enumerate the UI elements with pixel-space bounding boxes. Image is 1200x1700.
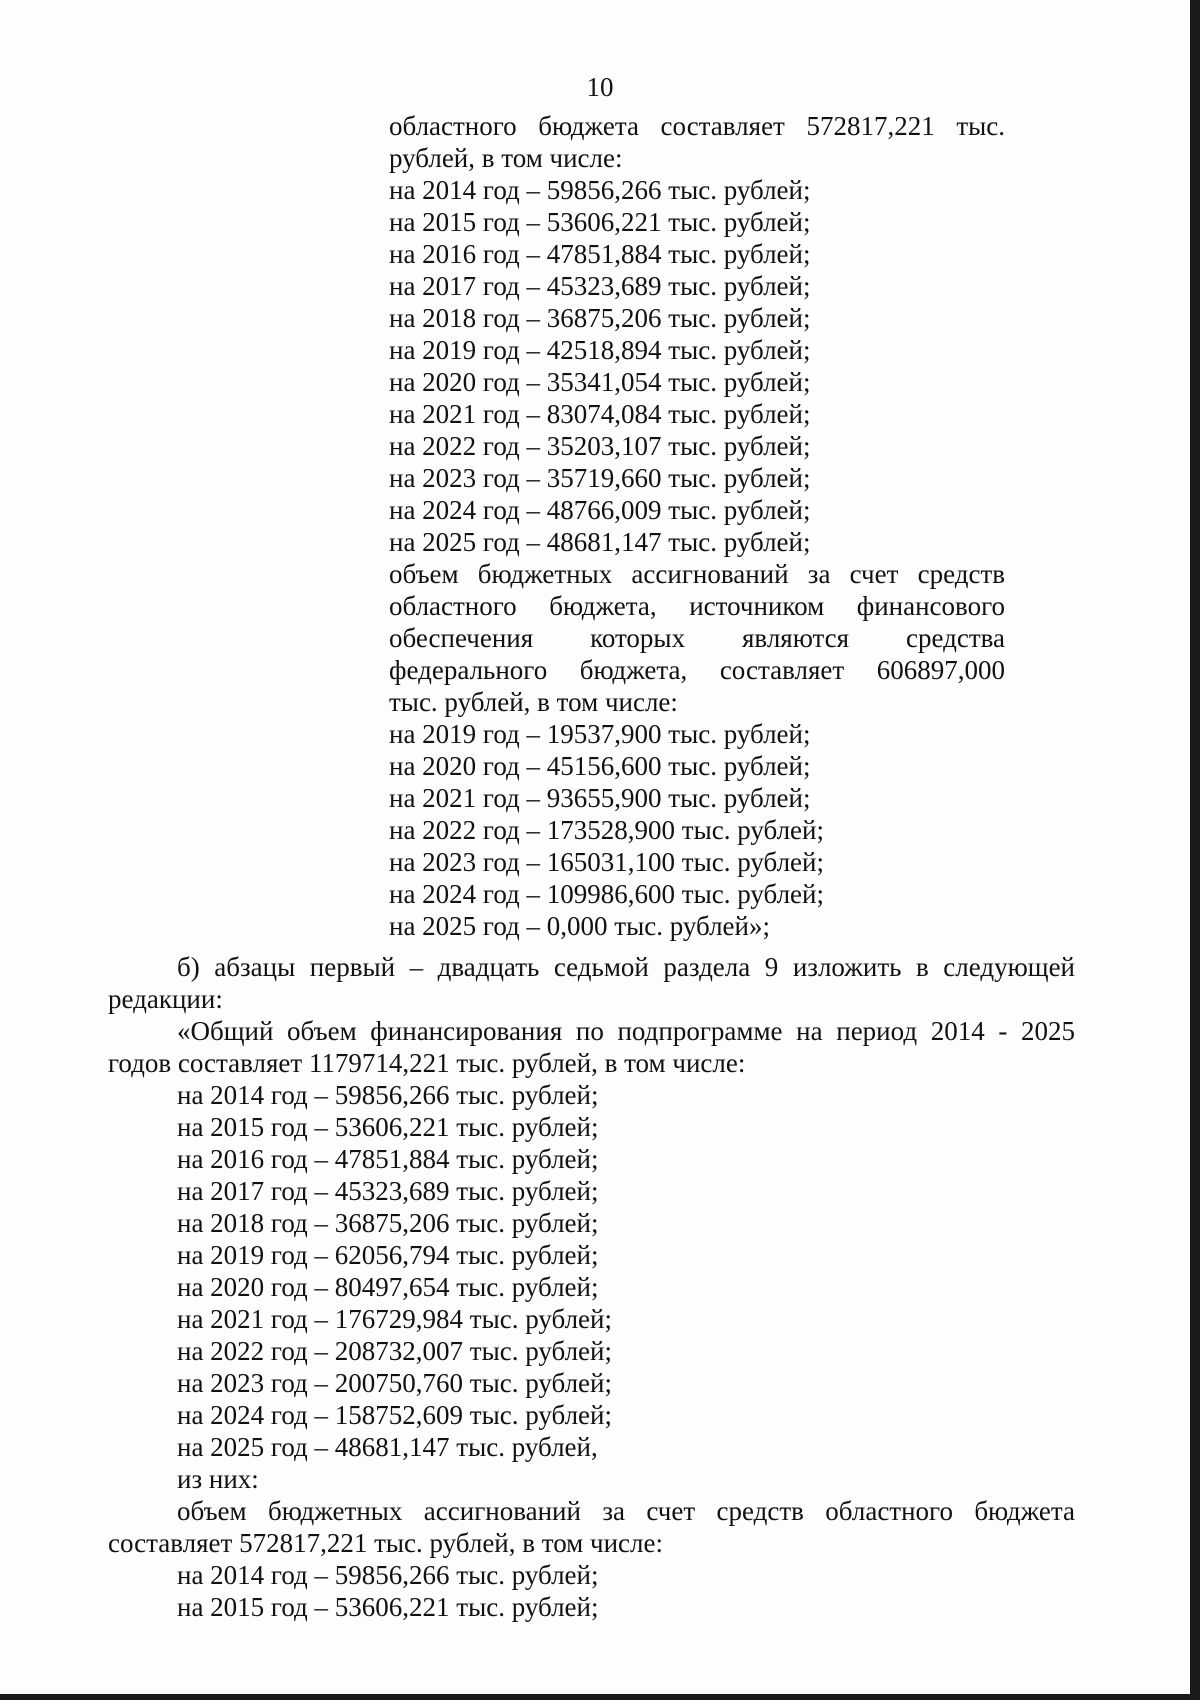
intro-year-2023: на 2023 год – 35719,660 тыс. рублей; bbox=[389, 463, 811, 493]
total-year-2014: на 2014 год – 59856,266 тыс. рублей; bbox=[177, 1080, 599, 1110]
section-b-line-2: редакции: bbox=[108, 984, 223, 1014]
total-year-2021: на 2021 год – 176729,984 тыс. рублей; bbox=[177, 1304, 612, 1334]
total-year-2024: на 2024 год – 158752,609 тыс. рублей; bbox=[177, 1400, 612, 1430]
total-year-2017: на 2017 год – 45323,689 тыс. рублей; bbox=[177, 1176, 599, 1206]
federal-year-2023: на 2023 год – 165031,100 тыс. рублей; bbox=[389, 847, 824, 877]
intro-year-2024: на 2024 год – 48766,009 тыс. рублей; bbox=[389, 495, 811, 525]
regional-year-2015: на 2015 год – 53606,221 тыс. рублей; bbox=[177, 1592, 599, 1622]
federal-line-5: тыс. рублей, в том числе: bbox=[389, 687, 678, 717]
scan-border-right bbox=[1190, 0, 1200, 1700]
intro-year-2017: на 2017 год – 45323,689 тыс. рублей; bbox=[389, 271, 811, 301]
section-b-line-1: б) абзацы первый – двадцать седьмой раздела 9 изложить в следующей bbox=[177, 952, 1075, 982]
federal-year-2021: на 2021 год – 93655,900 тыс. рублей; bbox=[389, 783, 811, 813]
regional-line-2: составляет 572817,221 тыс. рублей, в том числе: bbox=[108, 1528, 663, 1558]
federal-year-2024: на 2024 год – 109986,600 тыс. рублей; bbox=[389, 879, 824, 909]
total-year-2023: на 2023 год – 200750,760 тыс. рублей; bbox=[177, 1368, 612, 1398]
intro-year-2014: на 2014 год – 59856,266 тыс. рублей; bbox=[389, 175, 811, 205]
intro-year-2020: на 2020 год – 35341,054 тыс. рублей; bbox=[389, 367, 811, 397]
federal-year-2020: на 2020 год – 45156,600 тыс. рублей; bbox=[389, 751, 811, 781]
intro-year-2022: на 2022 год – 35203,107 тыс. рублей; bbox=[389, 431, 811, 461]
total-year-2018: на 2018 год – 36875,206 тыс. рублей; bbox=[177, 1208, 599, 1238]
federal-year-2019: на 2019 год – 19537,900 тыс. рублей; bbox=[389, 719, 811, 749]
intro-year-2016: на 2016 год – 47851,884 тыс. рублей; bbox=[389, 239, 811, 269]
body-text bbox=[108, 951, 1075, 1623]
total-year-2020: на 2020 год – 80497,654 тыс. рублей; bbox=[177, 1272, 599, 1302]
scan-border-bottom bbox=[0, 1694, 1200, 1700]
passport-cell-text bbox=[389, 110, 1005, 942]
regional-year-2014: на 2014 год – 59856,266 тыс. рублей; bbox=[177, 1560, 599, 1590]
federal-line-3: обеспечения которых являются средства bbox=[389, 623, 1005, 653]
federal-year-2022: на 2022 год – 173528,900 тыс. рублей; bbox=[389, 815, 824, 845]
intro-year-2025: на 2025 год – 48681,147 тыс. рублей; bbox=[389, 527, 811, 557]
federal-line-1: объем бюджетных ассигнований за счет средств bbox=[389, 559, 1005, 589]
page-number: 10 bbox=[586, 72, 614, 102]
total-year-2016: на 2016 год – 47851,884 тыс. рублей; bbox=[177, 1144, 599, 1174]
intro-year-2019: на 2019 год – 42518,894 тыс. рублей; bbox=[389, 335, 811, 365]
total-year-2022: на 2022 год – 208732,007 тыс. рублей; bbox=[177, 1336, 612, 1366]
total-year-2015: на 2015 год – 53606,221 тыс. рублей; bbox=[177, 1112, 599, 1142]
total-line-1: «Общий объем финансирования по подпрограмме на период 2014 - 2025 bbox=[177, 1016, 1075, 1046]
intro-year-2018: на 2018 год – 36875,206 тыс. рублей; bbox=[389, 303, 811, 333]
federal-year-2025: на 2025 год – 0,000 тыс. рублей»; bbox=[389, 911, 770, 941]
total-year-2019: на 2019 год – 62056,794 тыс. рублей; bbox=[177, 1240, 599, 1270]
federal-line-2: областного бюджета, источником финансового bbox=[389, 591, 1005, 621]
total-line-2: годов составляет 1179714,221 тыс. рублей, в том числе: bbox=[108, 1048, 746, 1078]
regional-line-1: объем бюджетных ассигнований за счет средств областного бюджета bbox=[177, 1496, 1075, 1526]
federal-line-4: федерального бюджета, составляет 606897,000 bbox=[389, 655, 1005, 685]
intro-year-2015: на 2015 год – 53606,221 тыс. рублей; bbox=[389, 207, 811, 237]
intro-line-2: рублей, в том числе: bbox=[389, 143, 623, 173]
of-them-label: из них: bbox=[177, 1464, 259, 1494]
intro-line-1: областного бюджета составляет 572817,221 тыс. bbox=[389, 111, 1005, 141]
intro-year-2021: на 2021 год – 83074,084 тыс. рублей; bbox=[389, 399, 811, 429]
total-year-2025: на 2025 год – 48681,147 тыс. рублей, bbox=[177, 1432, 598, 1462]
